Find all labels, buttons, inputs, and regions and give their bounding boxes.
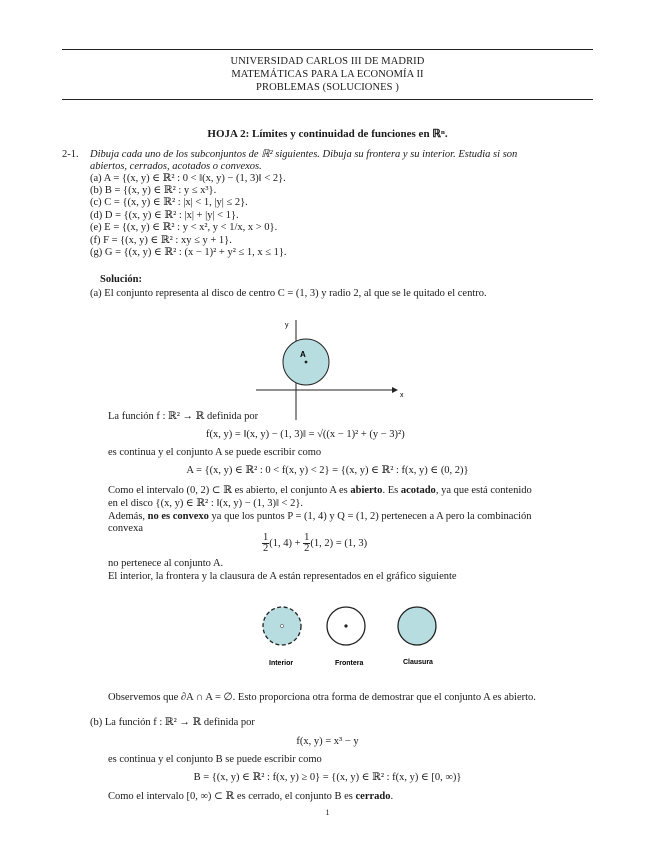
set-b-formula: B = {(x, y) ∈ ℝ² : f(x, y) ≥ 0} = {(x, y) ∈ ℝ² : f(x, y) ∈ [0, ∞)} (193, 772, 462, 783)
continuity-text: es continua y el conjunto A se puede escribir como (108, 447, 322, 458)
func-formula: f(x, y) = ‖(x, y) − (1, 3)‖ = √((x − 1)² + (y − 3)²) (206, 429, 405, 440)
problem-item-b: (b) B = {(x, y) ∈ ℝ² : y ≤ x³}. (90, 185, 217, 196)
open-bounded-line1: Como el intervalo (0, 2) ⊂ ℝ es abierto, el conjunto A es abierto. Es acotado, ya que está contenido (108, 485, 532, 496)
interior-center-hole (280, 624, 283, 627)
label-closure: Clausura (403, 659, 433, 666)
figure-disk-a (250, 312, 410, 422)
interior-frontier-text: El interior, la frontera y la clausura de A están representados en el gráfico siguiente (108, 571, 457, 582)
problem-item-c: (c) C = {(x, y) ∈ ℝ² : |x| < 1, |y| ≤ 2}. (90, 197, 248, 208)
header-university: UNIVERSIDAD CARLOS III DE MADRID (230, 56, 425, 67)
problem-item-d: (d) D = {(x, y) ∈ ℝ² : |x| + |y| < 1}. (90, 210, 239, 221)
closure-disk (398, 607, 436, 645)
solution-heading: Solución: (100, 274, 143, 285)
figure-interior-frontier-closure (255, 603, 455, 673)
open-bounded-line2: en el disco {(x, y) ∈ ℝ² : ‖(x, y) − (1, 3)‖ < 2}. (108, 498, 304, 509)
b-continuity-text: es continua y el conjunto B se puede escribir como (108, 754, 322, 765)
set-a-formula: A = {(x, y) ∈ ℝ² : 0 < f(x, y) < 2} = {(x, y) ∈ ℝ² : f(x, y) ∈ (0, 2)} (186, 465, 469, 476)
header-top-rule (62, 49, 593, 50)
b-formula: f(x, y) = x³ − y (296, 736, 359, 747)
header-bottom-rule (62, 99, 593, 100)
convex-combination: $\frac{1}{2}$ (1, 4) + $\frac{1}{2}$ (1, 2) = (1, 3) (263, 532, 368, 555)
func-definition: La función f : ℝ² → ℝ definida por (108, 411, 259, 422)
label-frontier: Frontera (335, 660, 364, 667)
problem-statement-line2: abiertos, cerrados, acotados o convexos. (90, 161, 262, 172)
y-axis-label: y (285, 322, 289, 329)
convex-line2: convexa (108, 523, 143, 534)
convex-line1: Además, no es convexo ya que los puntos P = (1, 4) y Q = (1, 2) pertenecen a A pero la combinación (108, 511, 532, 522)
label-interior: Interior (269, 660, 294, 667)
page-number: 1 (325, 808, 330, 817)
b-closed-text: Como el intervalo [0, ∞) ⊂ ℝ es cerrado, el conjunto B es cerrado. (108, 791, 394, 802)
disk-a-center-point (305, 361, 308, 364)
fraction-half-2: $\frac{1}{2}$ (304, 532, 310, 555)
problem-item-g: (g) G = {(x, y) ∈ ℝ² : (x − 1)² + y² ≤ 1, x ≤ 1}. (90, 247, 287, 258)
frontier-center-point (344, 624, 347, 627)
problem-statement-line1: Dibuja cada uno de los subconjuntos de ℝ² siguientes. Dibuja su frontera y su interior. Estudia si son (90, 149, 518, 160)
x-axis-label: x (400, 392, 404, 399)
not-in-set: no pertenece al conjunto A. (108, 558, 224, 569)
b-func-definition: (b) La función f : ℝ² → ℝ definida por (90, 717, 255, 728)
header-subtitle: PROBLEMAS (SOLUCIONES ) (256, 82, 399, 93)
problem-item-e: (e) E = {(x, y) ∈ ℝ² : y < x², y < 1/x, x > 0}. (90, 222, 278, 233)
header-course: MATEMÁTICAS PARA LA ECONOMÍA II (231, 69, 424, 80)
x-axis-arrow (392, 387, 398, 393)
problem-item-f: (f) F = {(x, y) ∈ ℝ² : xy ≤ y + 1}. (90, 235, 232, 246)
observation-text: Observemos que ∂A ∩ A = ∅. Esto proporciona otra forma de demostrar que el conjunto A es abierto. (108, 692, 536, 703)
disk-a-label: A (300, 350, 306, 359)
fraction-half-1: $\frac{1}{2}$ (263, 532, 269, 555)
sheet-title: HOJA 2: Límites y continuidad de funciones en ℝⁿ. (207, 128, 448, 140)
problem-item-a: (a) A = {(x, y) ∈ ℝ² : 0 < ‖(x, y) − (1, 3)‖ < 2}. (90, 173, 286, 184)
problem-number: 2-1. (62, 149, 79, 160)
solution-a-intro: (a) El conjunto representa al disco de centro C = (1, 3) y radio 2, al que se le quitado el centro. (90, 288, 487, 299)
